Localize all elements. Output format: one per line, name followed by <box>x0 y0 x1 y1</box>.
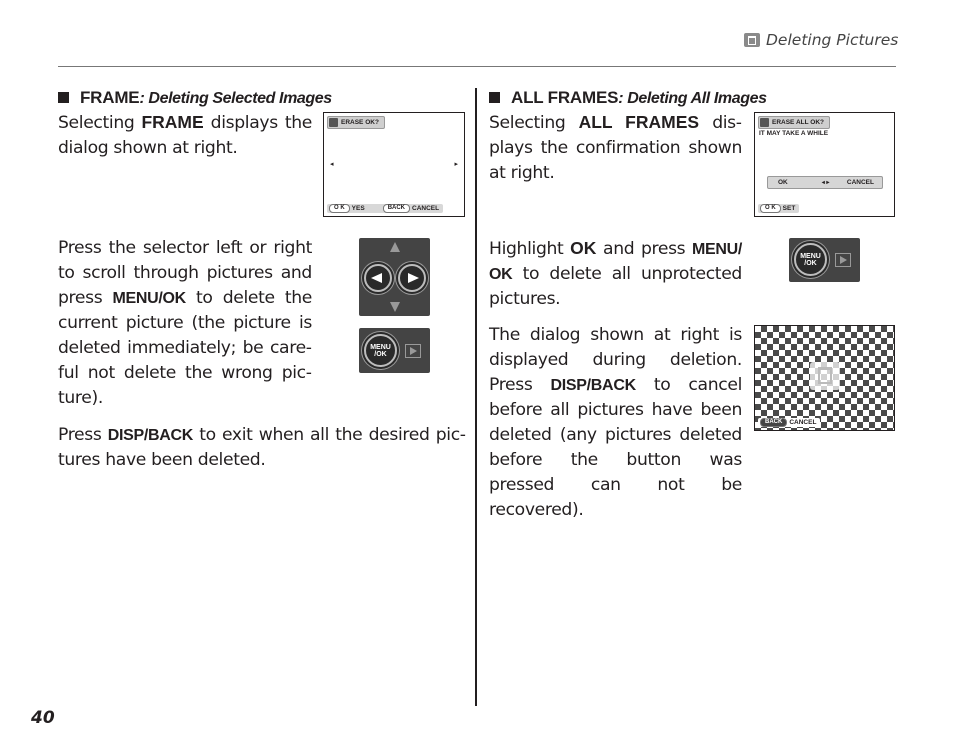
left-paragraph-2: Press the selector left or right to scroll through pictures and press MENU/OK to delete the current picture (the picture is deleted immediately; be careful not delete the wrong picture). <box>58 238 312 408</box>
menu-ok-panel-left <box>359 328 430 373</box>
selector-left-button <box>364 264 392 292</box>
right-paragraph-1: Selecting ALL FRAMES displays the confirmation shown at right. <box>489 112 742 183</box>
trash-icon <box>760 118 769 127</box>
left-heading-sub: : Deleting Selected Images <box>139 90 332 107</box>
right-paragraph-3a: The dialog shown at right is displayed during deletion. Press DISP/BACK to cancel before all pictures have been deleted (any pictures deleted before the button was pressed can not be recovered). <box>489 325 742 520</box>
left-arrow-icon: ◂ <box>330 160 334 168</box>
trash-icon <box>744 33 760 47</box>
section-title: Deleting Pictures <box>766 31 899 49</box>
ok-pill: O K <box>329 204 350 213</box>
left-paragraph-3: Press DISP/BACK to exit when all the desired pictures have been deleted. <box>58 425 466 470</box>
down-arrow-icon <box>390 302 400 312</box>
menu-ok-panel-right <box>789 238 860 282</box>
header-rule <box>58 66 896 67</box>
bullet-square-icon <box>58 92 69 103</box>
ok-pill: O K <box>760 204 781 213</box>
right-arrow-icon: ▸ <box>454 160 458 168</box>
keyword-frame: FRAME <box>141 112 204 132</box>
right-heading <box>489 88 767 108</box>
back-pill: BACK <box>383 204 410 213</box>
keyword-ok: OK <box>570 238 597 258</box>
screen-button-bar: O K YES BACK CANCEL <box>327 204 443 213</box>
left-paragraph-1: Selecting FRAME displays the dialog shown at right. <box>58 112 312 158</box>
running-header <box>744 30 898 50</box>
up-arrow-icon <box>390 242 400 252</box>
playback-icon <box>405 344 421 358</box>
screen-title-bar: ERASE ALL OK? <box>758 116 830 129</box>
column-divider <box>475 88 477 706</box>
menu-ok-button: MENU /OK <box>794 243 827 276</box>
screen-button-bar: BACK CANCEL <box>758 418 820 427</box>
screen-button-bar: O K SET <box>758 204 799 213</box>
right-triangle-icon <box>408 273 419 283</box>
screen-subtitle: IT MAY TAKE A WHILE <box>759 130 829 137</box>
cancel-option: CANCEL <box>846 179 874 186</box>
option-arrows-icon: ◂ ▸ <box>821 180 830 186</box>
playback-icon <box>835 253 851 267</box>
right-paragraph-2: Highlight OK and press MENU/ OK to delete all unprotected pictures. <box>489 238 742 309</box>
keyword-all-frames: ALL FRAMES <box>578 112 700 132</box>
option-bar <box>767 176 883 189</box>
left-heading <box>58 88 332 108</box>
erase-all-ok-screen <box>754 112 895 217</box>
left-heading-main: FRAME <box>80 88 140 107</box>
erase-ok-screen <box>323 112 465 217</box>
keyword-menu-ok: MENU/OK <box>112 290 186 307</box>
keyword-disp-back: DISP/BACK <box>550 377 636 394</box>
menu-ok-button: MENU /OK <box>364 334 397 367</box>
selector-right-button <box>398 264 426 292</box>
right-heading-sub: : Deleting All Images <box>618 90 767 107</box>
left-triangle-icon <box>371 273 382 283</box>
keyword-menu-ok: MENU/ OK <box>489 241 742 283</box>
selector-panel <box>359 238 430 316</box>
screen-title-bar: ERASE OK? <box>327 116 385 129</box>
deletion-progress-screen <box>754 325 895 431</box>
bullet-square-icon <box>489 92 500 103</box>
trash-progress-icon <box>810 362 840 390</box>
page-number: 40 <box>31 708 55 728</box>
right-heading-main: ALL FRAMES <box>511 88 619 107</box>
keyword-disp-back: DISP/BACK <box>107 427 194 444</box>
ok-option: OK <box>778 179 788 186</box>
back-pill: BACK <box>760 418 787 427</box>
trash-icon <box>329 118 338 127</box>
